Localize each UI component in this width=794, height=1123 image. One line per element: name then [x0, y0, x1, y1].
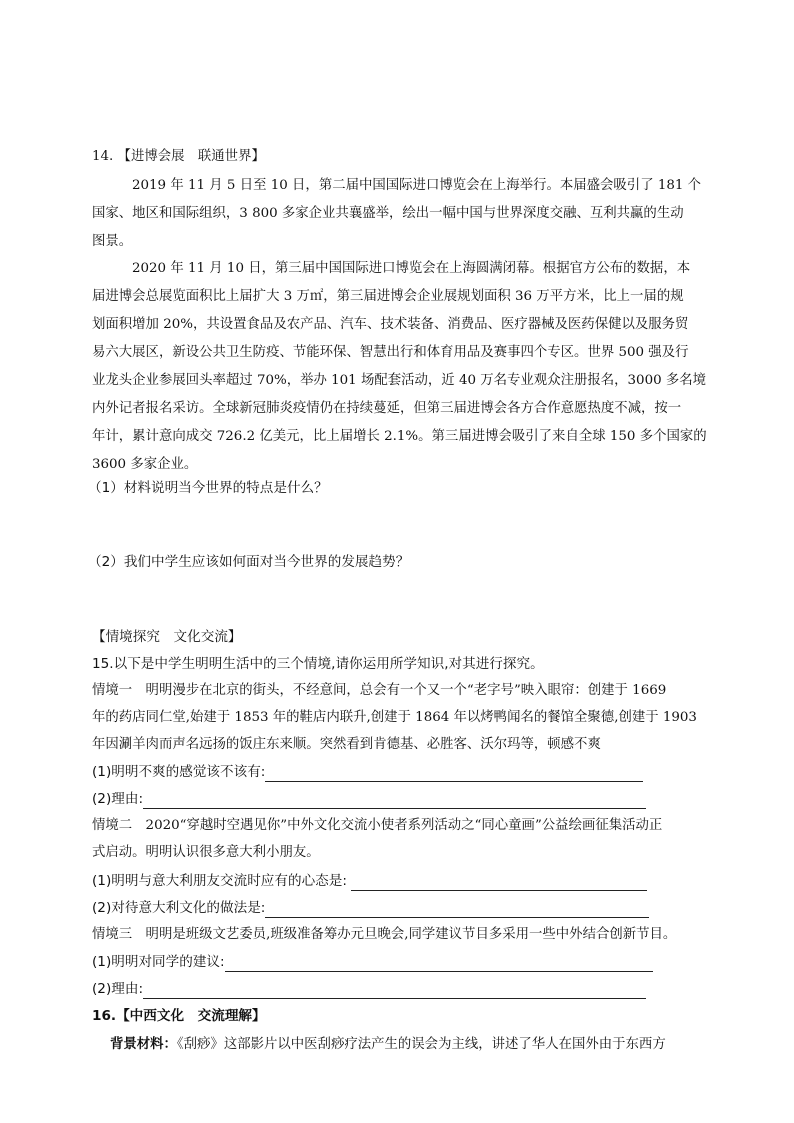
q15-s3-answer2-blank[interactable] — [143, 984, 646, 999]
q15-s2-answer2-blank[interactable] — [265, 903, 649, 918]
q15-s2-answer1-blank[interactable] — [351, 876, 647, 891]
q14-para2-line5: 业龙头企业参展回头率超过 70%，举办 101 场配套活动，近 40 万名专业观众注册报名，3000 多名境 — [92, 373, 707, 388]
q15-scenario3: 情境三 明明是班级文艺委员,班级准备筹办元旦晚会,同学建议节目多采用一些中外结合创新节目。 — [92, 927, 677, 942]
q15-s2-question2 — [92, 898, 649, 918]
q14-sub-question-2: （2）我们中学生应该如何面对当今世界的发展趋势？ — [88, 554, 410, 570]
q15-intro: 15.以下是中学生明明生活中的三个情境,请你运用所学知识,对其进行探究。 — [92, 656, 544, 672]
q15-s3-question1 — [92, 952, 653, 972]
q14-para2-line3: 划面积增加 20%，共设置食品及农产品、汽车、技术装备、消费品、医疗器械及医药保健以及服务贸 — [92, 317, 689, 332]
q15-s2-question2-label: (2)对待意大利文化的做法是: — [92, 900, 266, 916]
q14-para2-line8: 3600 多家企业。 — [92, 457, 198, 472]
q15-s3-question1-label: (1)明明对同学的建议: — [92, 954, 225, 970]
q15-scenario2-line2: 式启动。明明认识很多意大利小朋友。 — [92, 845, 320, 860]
q15-scenario2-line1: 情境二 2020“穿越时空遇见你”中外文化交流小使者系列活动之“同心童画”公益绘画征集活动正 — [92, 818, 663, 833]
q14-para1-line3: 图景。 — [92, 234, 133, 249]
q14-para2-line2: 届进博会总展览面积比上届扩大 3 万㎡，第三届进博会企业展规划面积 36 万平方米，比上一届的规 — [92, 289, 684, 304]
q14-para2-line1: 2020 年 11 月 10 日，第三届中国国际进口博览会在上海圆满闭幕。根据官方公布的数据，本 — [132, 261, 691, 276]
q14-para2-line7: 年计，累计意向成交 726.2 亿美元，比上届增长 2.1%。第三届进博会吸引了来自全球 150 多个国家的 — [92, 429, 707, 444]
q16-background-label: 背景材料： — [110, 1036, 177, 1052]
q14-title: 14. 【进博会展 联通世界】 — [92, 149, 265, 164]
q14-para2-line4: 易六大展区，新设公共卫生防疫、节能环保、智慧出行和体育用品及赛事四个专区。世界 500 强及行 — [92, 345, 689, 360]
q15-s2-question1-label: (1)明明与意大利朋友交流时应有的心态是: — [92, 873, 347, 889]
q14-para2-line6: 内外记者报名采访。全球新冠肺炎疫情仍在持续蔓延，但第三届进博会各方合作意愿热度不减，按一 — [92, 401, 682, 416]
q14-para1-line2: 国家、地区和国际组织，3 800 多家企业共襄盛举，绘出一幅中国与世界深度交融、互利共赢的生动 — [92, 206, 684, 221]
q15-s1-question2 — [92, 789, 646, 809]
q15-s3-answer1-blank[interactable] — [225, 957, 653, 972]
q14-para1-line1: 2019 年 11 月 5 日至 10 日，第二届中国国际进口博览会在上海举行。本届盛会吸引了 181 个 — [132, 178, 702, 193]
q15-scenario1-line3: 年因涮羊肉而声名远扬的饭庄东来顺。突然看到肯德基、必胜客、沃尔玛等，顿感不爽 — [92, 737, 601, 752]
q16-background — [110, 1034, 666, 1055]
q15-s1-answer2-blank[interactable] — [143, 794, 646, 809]
section-title: 【情境探究 文化交流】 — [92, 629, 242, 645]
q15-s3-question2-label: (2)理由: — [92, 981, 144, 997]
q15-s1-question2-label: (2)理由: — [92, 791, 144, 807]
q16-title: 16.【中西文化 交流理解】 — [92, 1008, 266, 1024]
q15-scenario1-line1: 情境一 明明漫步在北京的街头，不经意间，总会有一个又一个“老字号”映入眼帘：创建于 1669 — [92, 683, 667, 698]
q15-s1-question1 — [92, 762, 643, 782]
q15-s3-question2 — [92, 979, 646, 999]
q15-s2-question1 — [92, 871, 647, 891]
q15-scenario1-line2: 年的药店同仁堂,始建于 1853 年的鞋店内联升,创建于 1864 年以烤鸭闻名的餐馆全聚德,创建于 1903 — [92, 710, 697, 725]
q15-s1-question1-label: (1)明明不爽的感觉该不该有: — [92, 764, 266, 780]
q14-sub-question-1: （1）材料说明当今世界的特点是什么？ — [88, 480, 328, 496]
q15-s1-answer1-blank[interactable] — [265, 767, 643, 782]
q16-background-text: 《刮痧》这部影片以中医刮痧疗法产生的误会为主线，讲述了华人在国外由于东西方 — [176, 1037, 666, 1052]
